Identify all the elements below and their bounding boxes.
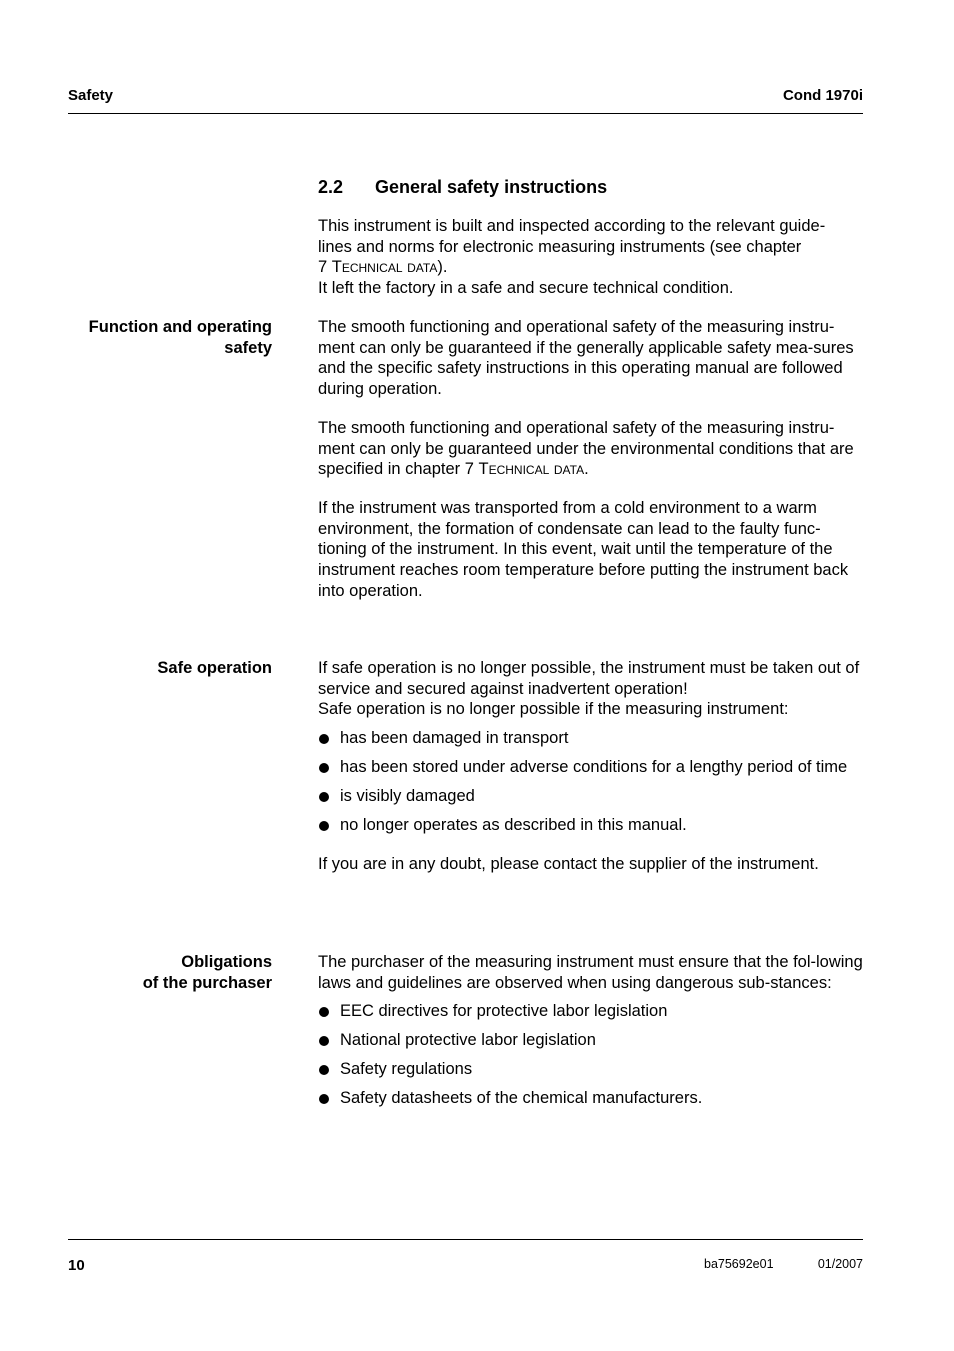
intro-paragraph (318, 216, 864, 299)
bullet-icon (319, 1007, 329, 1017)
intro-chapter-ref: Technical data (331, 258, 438, 277)
obligations-label-line-1: Obligations (181, 953, 272, 971)
obligations-bullet-list (318, 1001, 864, 1109)
list-item-text: Safety datasheets of the chemical manufacturers. (340, 1089, 703, 1108)
intro-line-3 (318, 257, 864, 278)
section-number: 2.2 (318, 177, 344, 197)
list-item (318, 1059, 864, 1080)
header-section-label: Safety (68, 87, 114, 104)
document-id: ba75692e01 (704, 1257, 774, 1271)
list-item-text: has been damaged in transport (340, 729, 569, 748)
function-para-2-chapter-ref: Technical data (478, 460, 585, 479)
safe-operation-bullet-list (318, 728, 864, 836)
safe-operation-closing: If you are in any doubt, please contact the supplier of the instrument. (318, 854, 819, 873)
bullet-icon (319, 821, 329, 831)
function-para-2-end: . (584, 460, 589, 479)
list-item-text: Safety regulations (340, 1060, 473, 1079)
bullet-icon (319, 792, 329, 802)
safe-operation-line-2: Safe operation is no longer possible if the measuring instrument: (318, 700, 789, 719)
list-item-text: has been stored under adverse conditions for a lengthy period of time (340, 758, 848, 777)
function-safety-block (318, 317, 864, 601)
document-date: 01/2007 (817, 1257, 863, 1271)
function-para-2 (318, 418, 864, 480)
list-item-text: EEC directives for protective labor legislation (340, 1002, 668, 1021)
header-product-name: Cond 1970i (782, 87, 863, 104)
section-title: General safety instructions (375, 177, 608, 197)
list-item-text: no longer operates as described in this manual. (340, 816, 687, 835)
bullet-icon (319, 1094, 329, 1104)
function-para-1: The smooth functioning and operational safety of the measuring instru-ment can only be guaranteed if the generally applicable safety mea-sures and the specific safety instructions in this operating manual are followed during operation. (318, 318, 854, 399)
obligations-intro: The purchaser of the measuring instrument must ensure that the fol-lowing laws and guidelines are observed when using dangerous sub-stances: (318, 953, 863, 992)
page-number: 10 (68, 1257, 85, 1274)
intro-line-1: This instrument is built and inspected according to the relevant guide- (318, 217, 826, 235)
list-item-text: National protective labor legislation (340, 1031, 596, 1050)
safe-operation-line-1: If safe operation is no longer possible, the instrument must be taken out of service and secured against inadvertent operation! (318, 659, 860, 698)
list-item (318, 728, 864, 749)
list-item (318, 757, 864, 778)
safe-operation-block (318, 658, 864, 875)
obligations-label-line-2: of the purchaser (142, 973, 272, 992)
bullet-icon (319, 1036, 329, 1046)
safe-operation-label: Safe operation (157, 659, 272, 677)
function-safety-label (32, 317, 272, 358)
function-safety-label-line-2: safety (224, 338, 272, 357)
function-safety-label-line-1: Function and operating (88, 318, 272, 336)
bullet-icon (319, 1065, 329, 1075)
header-rule (68, 113, 863, 114)
intro-chapter-number: 7 (318, 258, 332, 277)
list-item (318, 1088, 864, 1109)
intro-line-4: It left the factory in a safe and secure technical condition. (318, 279, 734, 298)
bullet-icon (319, 763, 329, 773)
function-para-3: If the instrument was transported from a cold environment to a warm environment, the formation of condensate can lead to the faulty func-tioning of the instrument. In this event, wait until the temperature of the instrument reaches room temperature before putting the instrument back into operation. (318, 498, 849, 600)
footer-rule (68, 1239, 863, 1240)
function-para-2-text: The smooth functioning and operational safety of the measuring instru-ment can only be guaranteed under the environmental conditions that are specified in chapter 7 (318, 418, 854, 479)
intro-line-2: lines and norms for electronic measuring instruments (see chapter (318, 237, 802, 256)
list-item (318, 1001, 864, 1022)
obligations-label (32, 952, 272, 993)
list-item (318, 786, 864, 807)
list-item (318, 1030, 864, 1051)
bullet-icon (319, 734, 329, 744)
obligations-block (318, 952, 864, 1117)
list-item (318, 815, 864, 836)
list-item-text: is visibly damaged (340, 787, 475, 806)
intro-chapter-suffix: ). (437, 258, 448, 277)
